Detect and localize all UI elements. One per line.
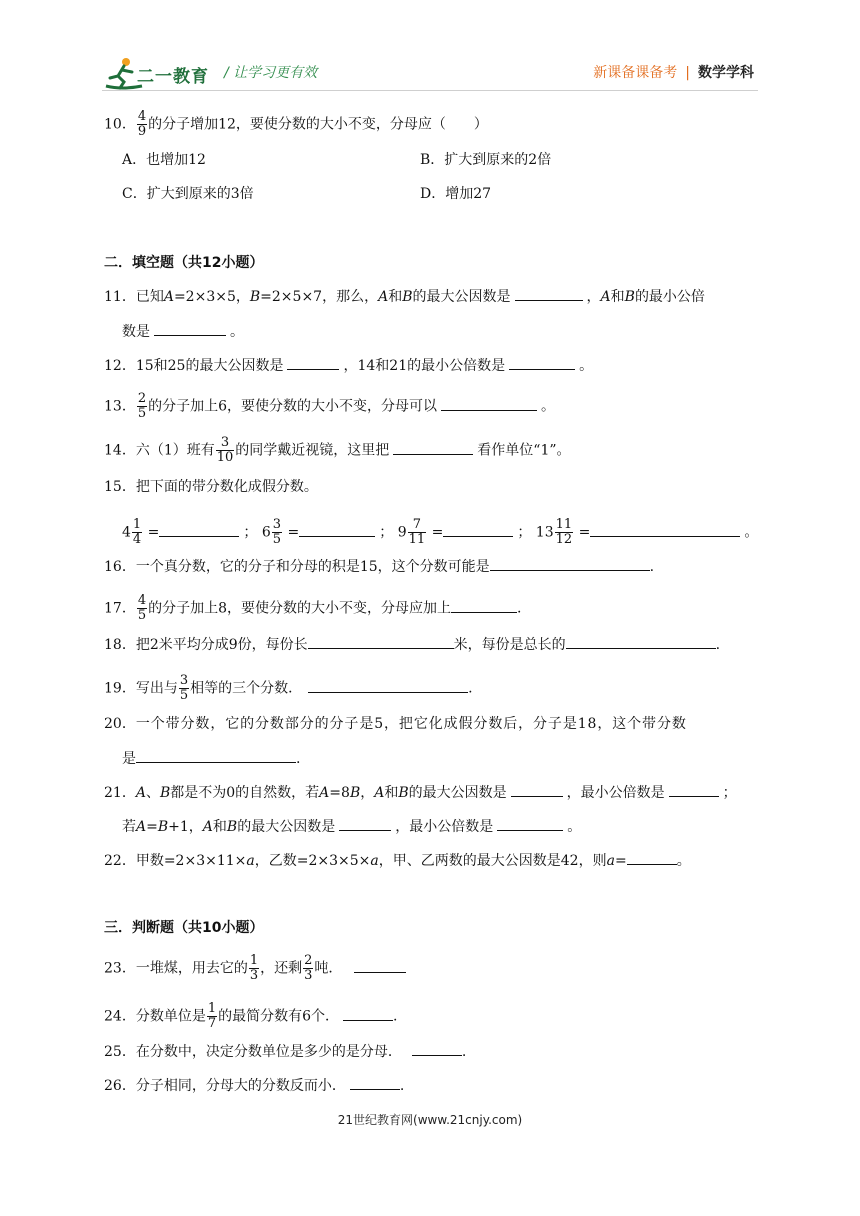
text: 和	[388, 289, 403, 305]
text: 和	[212, 819, 227, 835]
text: .	[461, 1044, 467, 1060]
answer-blank[interactable]	[509, 355, 575, 370]
text: .	[468, 680, 473, 697]
answer-blank[interactable]	[590, 522, 740, 537]
var-b: B	[157, 819, 169, 835]
answer-blank[interactable]	[490, 556, 650, 571]
equals: =	[147, 524, 160, 541]
text: 数是	[122, 324, 150, 340]
var-a: A	[202, 819, 213, 835]
text: 。	[744, 524, 759, 541]
numerator: 3	[179, 673, 189, 688]
var-a: A	[600, 289, 611, 305]
text: 把2米平均分成9份，每份长	[135, 637, 308, 653]
numerator: 1	[132, 517, 142, 532]
question-number: 10．	[104, 116, 136, 133]
fraction	[249, 954, 259, 983]
text: 相等的三个分数．	[190, 680, 303, 697]
question-number: 26．	[104, 1078, 136, 1094]
denominator: 3	[249, 968, 259, 983]
fraction	[179, 674, 189, 703]
answer-blank[interactable]	[627, 850, 677, 865]
question-14	[104, 436, 571, 465]
text: 六（1）班有	[135, 442, 215, 459]
denominator: 5	[137, 406, 147, 421]
question-25	[104, 1041, 466, 1062]
text: 15和25的最大公因数是	[135, 358, 284, 374]
var-a: A	[319, 785, 330, 801]
whole-number: 6	[261, 524, 271, 541]
question-17	[104, 594, 521, 623]
text: +1，	[168, 819, 203, 835]
text: ，最小公倍数是	[395, 819, 494, 835]
numerator: 4	[137, 593, 147, 608]
text: =	[614, 853, 627, 869]
var-a: A	[374, 785, 385, 801]
numerator: 3	[272, 517, 282, 532]
fraction	[132, 518, 142, 547]
text: 。	[676, 853, 691, 869]
question-number: 21．	[104, 785, 136, 801]
question-21	[104, 782, 737, 803]
text: 的分子加上8，要使分数的大小不变，分母应加上	[148, 600, 452, 617]
text: 是	[122, 751, 136, 767]
text: .	[399, 1078, 405, 1094]
var-b: B	[349, 785, 361, 801]
question-text: 把下面的带分数化成假分数。	[135, 479, 318, 495]
question-20	[104, 714, 687, 734]
question-number: 24．	[104, 1008, 136, 1025]
denominator: 12	[555, 532, 573, 547]
numerator: 1	[207, 1001, 217, 1016]
text: =2×3×5，	[173, 289, 250, 305]
text: =2×5×7，那么，	[260, 289, 379, 305]
text: 若	[122, 819, 136, 835]
var-a: A	[378, 289, 389, 305]
page-header	[0, 0, 860, 100]
header-rule	[102, 90, 758, 91]
text: =	[146, 819, 158, 835]
text: 分数单位是	[135, 1008, 206, 1025]
question-number: 23．	[104, 960, 136, 977]
text: ；	[379, 524, 394, 541]
question-12	[104, 355, 593, 376]
answer-blank[interactable]	[308, 634, 454, 649]
var-a: A	[135, 785, 146, 801]
question-text: 的分子增加12，要使分数的大小不变，分母应（ ）	[148, 116, 488, 133]
question-15-items	[122, 518, 758, 547]
text: ，还剩	[260, 960, 303, 977]
var-b: B	[226, 819, 238, 835]
text: 一个带分数，它的分数部分的分子是5，把它化成假分数后，分子是18，这个带分数	[135, 716, 687, 732]
whole-number: 4	[122, 524, 131, 541]
var-a: A	[163, 289, 174, 305]
option-a: A．也增加12	[122, 152, 206, 168]
text: .	[517, 600, 522, 617]
text: ，	[360, 785, 375, 801]
header-slogan: / 让学习更有效	[224, 65, 318, 81]
var-b: B	[402, 289, 413, 305]
question-number: 25．	[104, 1044, 136, 1060]
option-d: D．增加27	[420, 186, 492, 202]
question-13	[104, 392, 555, 421]
question-24	[104, 1002, 397, 1031]
numerator: 11	[555, 517, 573, 532]
text: 甲数=2×3×11×	[135, 853, 247, 869]
question-number: 19．	[104, 680, 136, 697]
var-a: a	[370, 853, 379, 869]
denominator: 5	[137, 608, 147, 623]
denominator: 5	[272, 532, 282, 547]
text: 的同学戴近视镜，这里把	[235, 442, 390, 459]
text: 看作单位“1”。	[477, 442, 571, 459]
question-22	[104, 850, 691, 871]
text: .	[393, 1008, 398, 1025]
answer-blank[interactable]	[136, 748, 296, 763]
denominator: 7	[207, 1016, 217, 1031]
var-b: B	[159, 785, 171, 801]
question-11-line2	[122, 321, 244, 342]
text: ；	[243, 524, 258, 541]
fraction	[555, 518, 574, 547]
question-20-line2	[122, 748, 300, 769]
var-a: a	[606, 853, 615, 869]
denominator: 11	[408, 532, 426, 547]
text: .	[715, 637, 721, 653]
text: 写出与	[135, 680, 178, 697]
var-b: B	[398, 785, 409, 801]
text: 米，每份是总长的	[453, 637, 566, 653]
question-number: 20．	[104, 716, 136, 732]
text: =8	[329, 785, 350, 801]
answer-blank[interactable]	[441, 396, 537, 411]
denominator: 4	[132, 532, 142, 547]
text: ，14和21的最小公倍数是	[343, 358, 506, 374]
answer-blank[interactable]	[515, 286, 583, 301]
text: 的最大公因数是	[408, 785, 507, 801]
text: 已知	[135, 289, 164, 305]
question-15	[104, 477, 318, 497]
text: ，	[586, 289, 601, 305]
text: 。	[579, 358, 594, 374]
header-subject-label: 数学学科	[698, 65, 754, 81]
answer-blank[interactable]	[511, 782, 563, 797]
question-16	[104, 556, 654, 577]
var-b: B	[624, 289, 635, 305]
text: 一堆煤，用去它的	[135, 960, 248, 977]
text: 一个真分数，它的分子和分母的积是15，这个分数可能是	[135, 559, 490, 575]
text: ，乙数=2×3×5×	[254, 853, 371, 869]
fraction	[137, 110, 147, 139]
fraction	[137, 392, 147, 421]
answer-blank[interactable]	[497, 816, 563, 831]
fraction	[303, 954, 313, 983]
fraction	[408, 518, 427, 547]
page-footer: 21世纪教育网(www.21cnjy.com)	[337, 1113, 523, 1127]
answer-blank[interactable]	[308, 678, 468, 693]
answer-blank[interactable]	[343, 1006, 393, 1021]
answer-blank[interactable]	[354, 958, 406, 973]
logo-text: 二一教育	[137, 67, 209, 87]
equals: =	[287, 524, 300, 541]
text: 的最大公因数是	[237, 819, 336, 835]
question-19	[104, 674, 473, 703]
text: 。	[541, 398, 556, 415]
question-number: 18．	[104, 637, 136, 653]
answer-blank[interactable]	[412, 1041, 462, 1056]
denominator: 3	[304, 968, 313, 983]
text: 的分子加上6，要使分数的大小不变，分母可以	[148, 398, 438, 415]
question-10	[104, 110, 488, 139]
whole-number: 13	[535, 524, 554, 541]
numerator: 1	[249, 953, 259, 968]
text: .	[296, 751, 301, 767]
answer-blank[interactable]	[299, 522, 375, 537]
question-26	[104, 1075, 404, 1096]
var-a: a	[246, 853, 255, 869]
text: ；	[517, 524, 532, 541]
fraction	[207, 1002, 217, 1031]
denominator: 10	[216, 450, 234, 465]
answer-blank[interactable]	[339, 816, 391, 831]
denominator: 5	[179, 688, 189, 703]
question-number: 16．	[104, 559, 136, 575]
equals: =	[431, 524, 444, 541]
question-number: 15．	[104, 479, 136, 495]
question-11	[104, 286, 705, 307]
text: 在分数中，决定分数单位是多少的是分母．	[135, 1044, 402, 1060]
fraction	[272, 518, 282, 547]
answer-blank[interactable]	[393, 440, 473, 455]
text: 分子相同，分母大的分数反而小．	[135, 1078, 346, 1094]
text: 的最小公倍	[634, 289, 705, 305]
text: 和	[384, 785, 399, 801]
question-21-line2	[122, 816, 581, 837]
numerator: 2	[304, 953, 313, 968]
answer-blank[interactable]	[443, 522, 513, 537]
text: 和	[610, 289, 625, 305]
numerator: 4	[137, 109, 147, 124]
text: 的最简分数有6个．	[218, 1008, 340, 1025]
answer-blank[interactable]	[154, 321, 226, 336]
text: ；	[722, 785, 737, 801]
var-b: B	[249, 289, 261, 305]
fraction	[216, 436, 235, 465]
numerator: 7	[408, 518, 427, 533]
whole-number: 9	[397, 524, 407, 541]
text: 。	[567, 819, 582, 835]
question-18	[104, 634, 720, 655]
text: 。	[230, 324, 244, 340]
question-number: 12．	[104, 358, 136, 374]
var-a: A	[136, 819, 147, 835]
text: 的最大公因数是	[412, 289, 511, 305]
header-separator: |	[685, 65, 690, 81]
question-number: 13．	[104, 398, 136, 415]
text: 吨．	[314, 960, 343, 977]
answer-blank[interactable]	[669, 782, 719, 797]
denominator: 9	[137, 124, 147, 139]
question-number: 17．	[104, 600, 136, 617]
answer-blank[interactable]	[287, 355, 339, 370]
section-heading-true-false: 三．判断题（共10小题）	[104, 920, 264, 936]
equals: =	[578, 524, 591, 541]
answer-blank[interactable]	[451, 598, 517, 613]
question-23	[104, 954, 410, 983]
question-number: 11．	[104, 289, 136, 305]
text: ，甲、乙两数的最大公因数是42，则	[378, 853, 607, 869]
option-b: B．扩大到原来的2倍	[420, 152, 552, 168]
answer-blank[interactable]	[159, 522, 239, 537]
fraction	[137, 594, 147, 623]
answer-blank[interactable]	[566, 634, 716, 649]
question-number: 22．	[104, 853, 136, 869]
text: .	[649, 559, 655, 575]
header-tagline: 新课备课备考	[593, 65, 678, 81]
numerator: 3	[216, 436, 235, 451]
text: 都是不为0的自然数，若	[170, 785, 320, 801]
option-c: C．扩大到原来的3倍	[122, 186, 254, 202]
question-number: 14．	[104, 442, 136, 459]
text: ，最小公倍数是	[566, 785, 665, 801]
section-heading-fill-in: 二．填空题（共12小题）	[104, 255, 264, 271]
answer-blank[interactable]	[350, 1075, 400, 1090]
text: 、	[145, 785, 160, 801]
header-subject	[593, 62, 754, 82]
numerator: 2	[137, 391, 147, 406]
